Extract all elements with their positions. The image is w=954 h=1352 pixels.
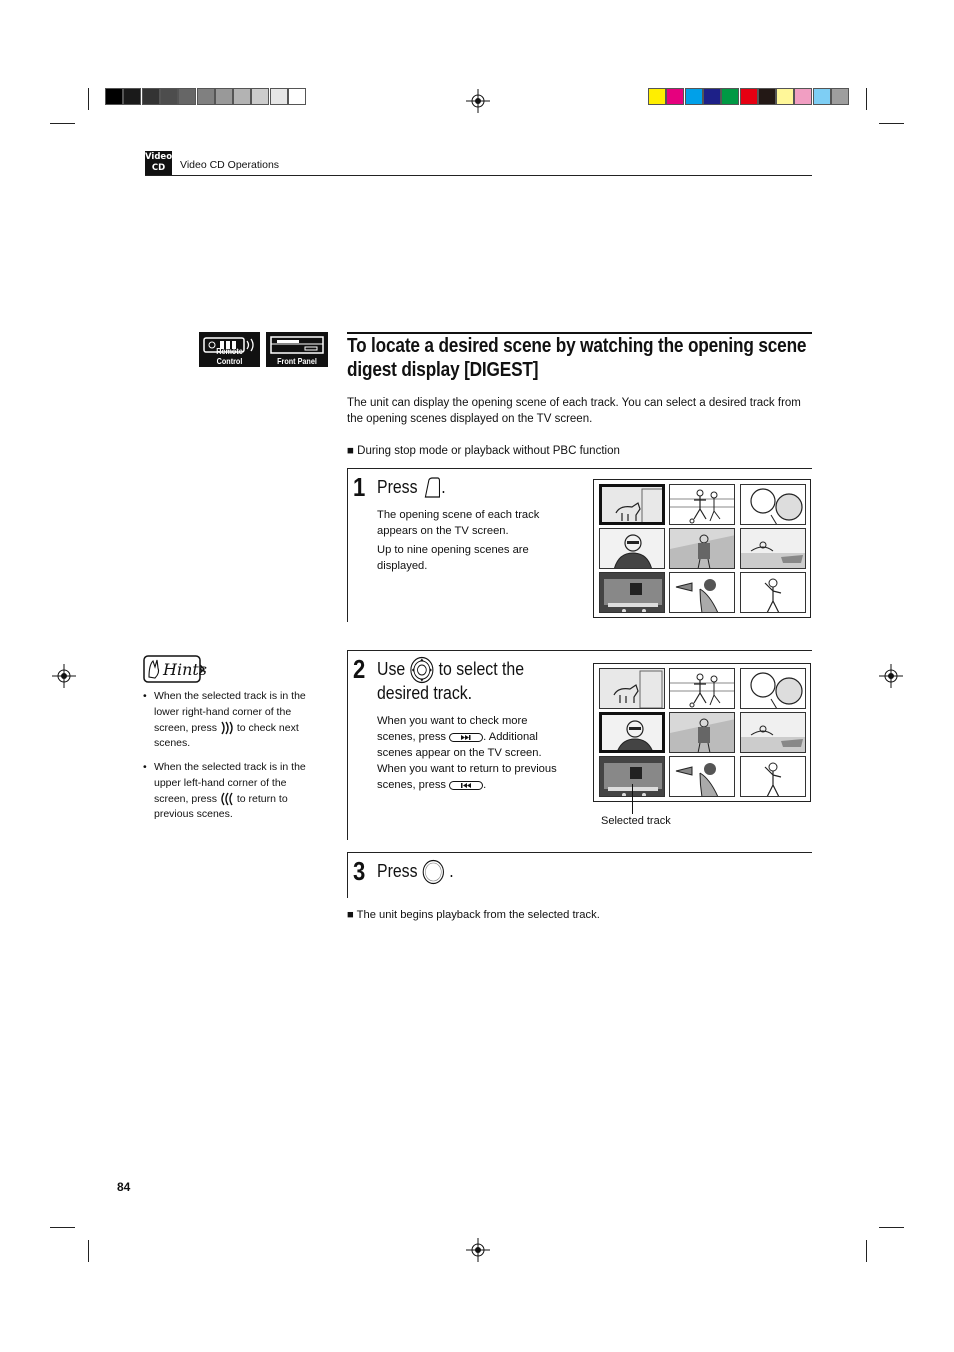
scene-image xyxy=(602,487,665,525)
color-swatch xyxy=(251,88,269,105)
hint-item-1: • When the selected track is in the lower right-hand corner of the screen, press to check next scenes. xyxy=(143,690,306,750)
step-1-bar xyxy=(347,468,348,622)
page-number: 84 xyxy=(117,1180,131,1194)
scene-thumbnail xyxy=(740,712,806,753)
scene-image xyxy=(670,573,735,613)
step-3-number: 3 xyxy=(353,856,366,886)
color-swatch xyxy=(721,88,739,105)
scene-image xyxy=(670,713,735,753)
header-rule xyxy=(145,175,812,176)
color-swatch xyxy=(288,88,306,105)
digest-screen-2 xyxy=(593,663,811,802)
registration-target-icon xyxy=(466,1238,490,1262)
registration-target-icon xyxy=(466,89,490,113)
color-swatch xyxy=(142,88,160,105)
scene-thumbnail xyxy=(599,668,665,709)
step-2-title: Use to select the xyxy=(377,656,524,684)
color-swatch xyxy=(813,88,831,105)
color-swatch xyxy=(666,88,684,105)
selected-track-caption: Selected track xyxy=(601,815,671,827)
color-swatch xyxy=(703,88,721,105)
video-cd-badge: Video CD xyxy=(145,152,173,173)
previous-button-icon xyxy=(449,781,483,790)
digest-screen-1 xyxy=(593,479,811,618)
scene-image xyxy=(670,669,735,709)
note-text: ■ The unit begins playback from the selected track. xyxy=(347,909,600,921)
scene-thumbnail xyxy=(740,484,806,525)
scene-image xyxy=(600,669,665,709)
scene-image xyxy=(741,669,806,709)
scene-image xyxy=(741,485,806,525)
color-swatch xyxy=(685,88,703,105)
scene-thumbnail xyxy=(669,484,735,525)
scene-thumbnail xyxy=(669,712,735,753)
front-panel-icon: Front Panel xyxy=(266,332,328,367)
step-3-rule xyxy=(347,852,812,853)
color-swatch xyxy=(160,88,178,105)
color-swatch xyxy=(215,88,233,105)
color-swatch xyxy=(831,88,849,105)
registration-target-icon xyxy=(52,664,76,688)
color-swatch xyxy=(197,88,215,105)
color-swatch xyxy=(758,88,776,105)
skip-back-icon xyxy=(220,791,234,807)
scene-image xyxy=(602,715,665,753)
scene-thumbnail xyxy=(599,712,665,753)
scene-thumbnail xyxy=(599,572,665,613)
scene-image xyxy=(600,529,665,569)
step-1-number: 1 xyxy=(353,472,366,502)
scene-image xyxy=(670,485,735,525)
scene-thumbnail xyxy=(669,668,735,709)
scene-image xyxy=(741,529,806,569)
step-2-text: When you want to check more scenes, press . Additional scenes appear on the TV screen. When you want to return to previous scenes, press . xyxy=(377,715,557,791)
color-swatch xyxy=(105,88,123,105)
step-1-text-2: Up to nine opening scenes are displayed. xyxy=(377,544,529,572)
scene-thumbnail xyxy=(669,572,735,613)
cursor-pad-icon xyxy=(410,656,435,684)
scene-thumbnail xyxy=(740,756,806,797)
section-header: Video CD Operations xyxy=(180,159,280,171)
step-2-bar xyxy=(347,650,348,840)
digest-button-icon xyxy=(422,477,441,499)
scene-thumbnail xyxy=(740,528,806,569)
page-title: To locate a desired scene by watching the opening scene digest display [DIGEST] xyxy=(347,334,807,381)
color-swatch xyxy=(740,88,758,105)
registration-target-icon xyxy=(879,664,903,688)
condition-text: ■ During stop mode or playback without PBC function xyxy=(347,445,620,457)
step-1-title: Press . xyxy=(377,475,446,499)
skip-forward-icon xyxy=(220,720,234,736)
hint-item-2: • When the selected track is in the upper left-hand corner of the screen, press to return to previous scenes. xyxy=(143,761,306,821)
scene-thumbnail xyxy=(669,528,735,569)
scene-thumbnail xyxy=(740,572,806,613)
scene-image xyxy=(741,713,806,753)
remote-control-icon: Remote Control xyxy=(199,332,260,367)
step-2-title-line-2: desired track. xyxy=(377,683,473,703)
color-swatch xyxy=(233,88,251,105)
color-swatch xyxy=(648,88,666,105)
step-3-title: Press . xyxy=(377,859,454,885)
color-swatch xyxy=(776,88,794,105)
enter-button-icon xyxy=(422,859,445,885)
color-swatch xyxy=(794,88,812,105)
scene-image xyxy=(741,757,806,797)
scene-image xyxy=(670,529,735,569)
scene-image xyxy=(741,573,806,613)
hints-label: Hints xyxy=(163,660,208,679)
scene-thumbnail xyxy=(740,668,806,709)
color-swatch xyxy=(123,88,141,105)
step-1-text-1: The opening scene of each track appears on the TV screen. xyxy=(377,509,540,537)
step-1-rule xyxy=(347,468,812,469)
scene-thumbnail xyxy=(599,528,665,569)
color-swatch xyxy=(178,88,196,105)
callout-line xyxy=(632,784,633,814)
step-2-number: 2 xyxy=(353,654,366,684)
intro-text: The unit can display the opening scene of each track. You can select a desired track from the opening scenes displayed on the TV screen. xyxy=(347,397,801,425)
next-button-icon xyxy=(449,733,483,742)
scene-thumbnail xyxy=(599,484,665,525)
color-swatch xyxy=(270,88,288,105)
step-2-rule xyxy=(347,650,812,651)
scene-image xyxy=(600,573,665,613)
scene-image xyxy=(670,757,735,797)
scene-thumbnail xyxy=(669,756,735,797)
step-3-bar xyxy=(347,852,348,898)
